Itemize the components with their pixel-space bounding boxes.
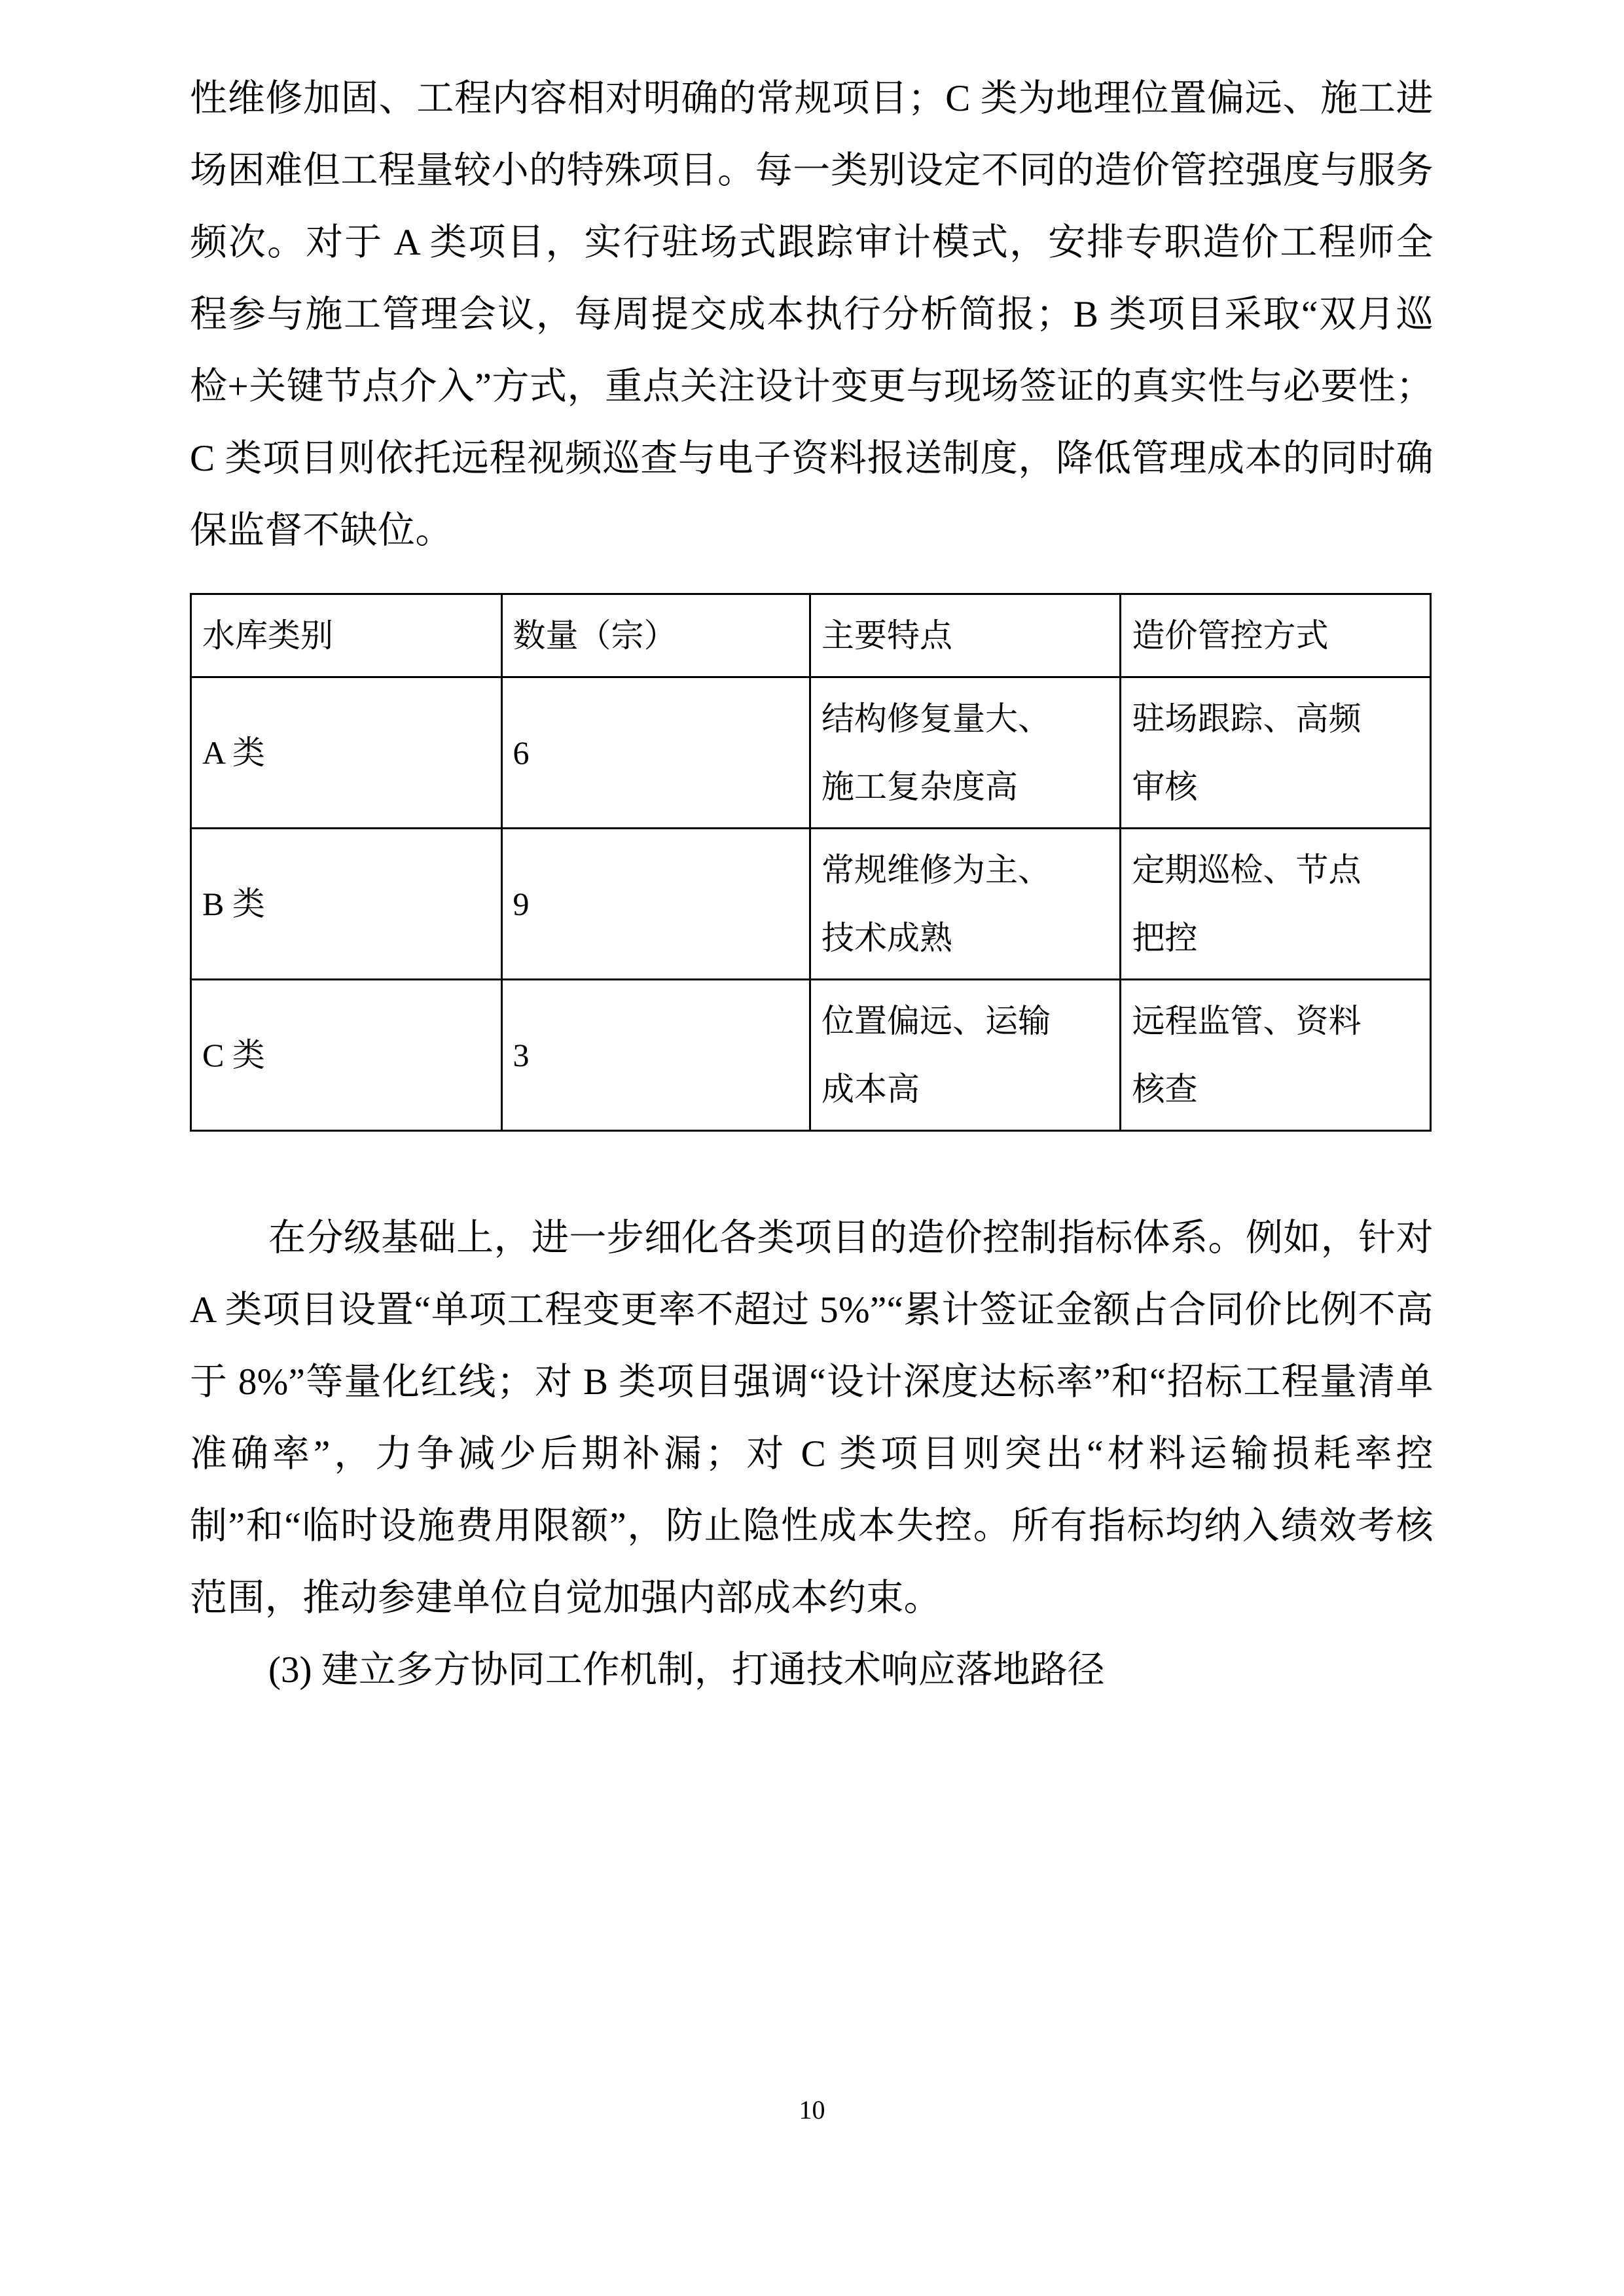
- row-features: [810, 677, 1121, 829]
- row-count: 6: [501, 677, 810, 829]
- table-header-features: 主要特点: [810, 594, 1121, 677]
- row-features-line: 常规维修为主、: [821, 852, 1051, 888]
- row-control: [1121, 677, 1431, 829]
- row-control: [1121, 980, 1431, 1131]
- row-features: [810, 980, 1121, 1131]
- row-count: 9: [501, 829, 810, 980]
- row-features-line: 技术成熟: [821, 920, 952, 956]
- row-control-line: 远程监管、资料: [1132, 1003, 1362, 1039]
- row-features: [810, 829, 1121, 980]
- table-header-count: 数量（宗）: [501, 594, 810, 677]
- row-features-line: 位置偏远、运输: [821, 1003, 1051, 1039]
- row-features-line: 成本高: [821, 1071, 920, 1107]
- row-control-line: 审核: [1132, 768, 1198, 805]
- table-top-spacer: [190, 567, 1434, 593]
- page-content: [190, 63, 1434, 1706]
- row-control-line: 定期巡检、节点: [1132, 852, 1362, 888]
- section-heading: (3) 建立多方协同工作机制，打通技术响应落地路径: [268, 1649, 1105, 1691]
- row-control: [1121, 829, 1431, 980]
- row-control-line: 驻场跟踪、高频: [1132, 700, 1362, 737]
- row-control-line: 核查: [1132, 1071, 1198, 1107]
- row-count: 3: [501, 980, 810, 1131]
- row-category: A 类: [191, 677, 502, 829]
- paragraph-before-table: 性维修加固、工程内容相对明确的常规项目；C 类为地理位置偏远、施工进场困难但工程量较小的特殊项目。每一类别设定不同的造价管控强度与服务频次。对于 A 类项目，实行驻场式跟踪审计模式，安排专职造价工程师全程参与施工管理会议，每周提交成本执行分析简报；B 类项目采取“双月巡检+关键节点介入”方式，重点关注设计变更与现场签证的真实性与必要性；C 类项目则依托远程视频巡查与电子资料报送制度，降低管理成本的同时确保监督不缺位。: [190, 78, 1434, 551]
- row-control-line: 把控: [1132, 920, 1198, 956]
- row-category: C 类: [191, 980, 502, 1131]
- page-number: 10: [799, 2095, 825, 2125]
- table-row: [191, 829, 1431, 980]
- table-header-control: 造价管控方式: [1121, 594, 1431, 677]
- row-features-line: 结构修复量大、: [821, 700, 1051, 737]
- paragraph-after-table: 在分级基础上，进一步细化各类项目的造价控制指标体系。例如，针对 A 类项目设置“单项工程变更率不超过 5%”“累计签证金额占合同价比例不高于 8%”等量化红线；对 B 类项目强调“设计深度达标率”和“招标工程量清单准确率”，力争减少后期补漏；对 C 类项目则突出“材料运输损耗率控制”和“临时设施费用限额”，防止隐性成本失控。所有指标均纳入绩效考核范围，推动参建单位自觉加强内部成本约束。: [190, 1217, 1434, 1619]
- reservoir-category-table: [190, 593, 1432, 1132]
- row-category: B 类: [191, 829, 502, 980]
- table-header-row: [191, 594, 1431, 677]
- table-bottom-spacer: [190, 1132, 1434, 1202]
- row-features-line: 施工复杂度高: [821, 768, 1018, 805]
- table-row: [191, 677, 1431, 829]
- table-header-category: 水库类别: [191, 594, 502, 677]
- table-row: [191, 980, 1431, 1131]
